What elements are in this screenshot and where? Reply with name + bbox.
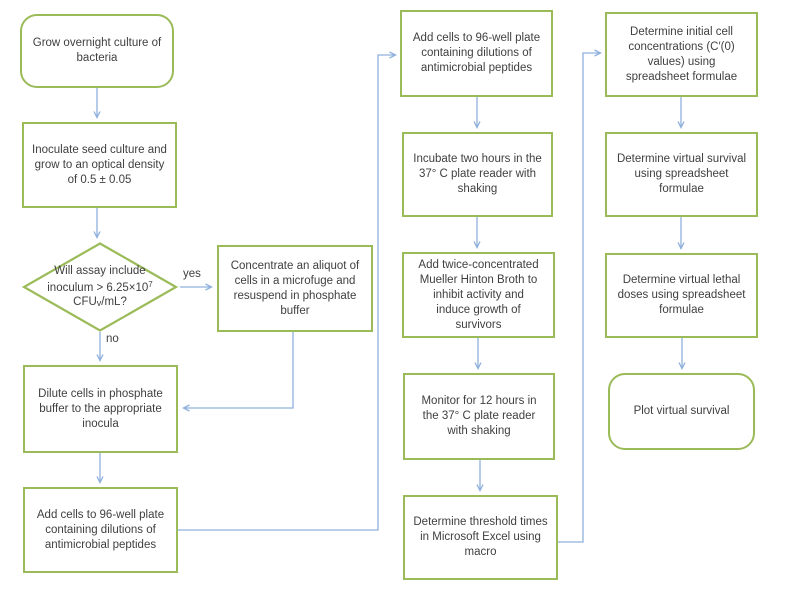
node-add-cells-96well-left (23, 487, 178, 573)
node-inoculate-seed-culture (22, 122, 177, 208)
node-add-cells-96well-mid (400, 10, 553, 97)
node-determine-virtual-lethal-doses (605, 253, 758, 338)
node-determine-initial-concentrations (605, 12, 758, 97)
node-label: Plot virtual survival (633, 405, 730, 417)
node-add-mueller-hinton-broth (402, 252, 555, 338)
decision-line1: Will assay include (54, 265, 146, 277)
node-concentrate-aliquot (217, 245, 373, 332)
node-label: Incubate two hours in the 37° C plate reader with shaking (413, 153, 542, 195)
node-incubate-two-hours (402, 132, 553, 217)
node-label: Add cells to 96-well plate containing dilutions of antimicrobial peptides (36, 508, 165, 551)
node-label: Add twice-concentrated Mueller Hinton Broth to inhibit activity and induce growth of survivors (418, 258, 539, 331)
node-label: Dilute cells in phosphate buffer to the appropriate inocula (38, 387, 163, 430)
node-dilute-cells (23, 365, 178, 453)
edge-label-no: no (106, 333, 119, 345)
decision-line2: inoculum > $6.25\times 10^7$ (47, 280, 153, 294)
node-determine-virtual-survival (605, 132, 758, 217)
node-label: Grow overnight culture of bacteria (32, 37, 162, 64)
edge-label-yes: yes (183, 268, 201, 280)
node-determine-threshold-times (403, 495, 558, 580)
node-grow-culture (20, 14, 174, 88)
decision-line3: CFUv/mL? (73, 296, 127, 308)
connector-concentrate-to-dilute (184, 332, 293, 408)
decision-text (16, 242, 184, 332)
node-plot-virtual-survival (608, 373, 755, 450)
node-label: Concentrate an aliquot of cells in a microfuge and resuspend in phosphate buffer (230, 259, 360, 317)
node-label: Monitor for 12 hours in the 37° C plate reader with shaking (421, 395, 537, 437)
node-label: Determine threshold times in Microsoft Excel using macro (413, 516, 548, 558)
node-label: Determine virtual lethal doses using spreadsheet formulae (617, 274, 746, 316)
node-label: Add cells to 96-well plate containing dilutions of antimicrobial peptides (412, 32, 541, 74)
node-inoculum-decision (22, 242, 178, 332)
node-label: Inoculate seed culture and grow to an optical density of 0.5 ± 0.05 (32, 143, 167, 186)
node-label: Determine initial cell concentrations (C′(0) values) using spreadsheet formulae (625, 25, 738, 83)
node-monitor-12-hours (403, 373, 555, 460)
node-label: Determine virtual survival using spreadsheet formulae (616, 153, 747, 195)
connector-threshold-to-initial (558, 53, 600, 542)
